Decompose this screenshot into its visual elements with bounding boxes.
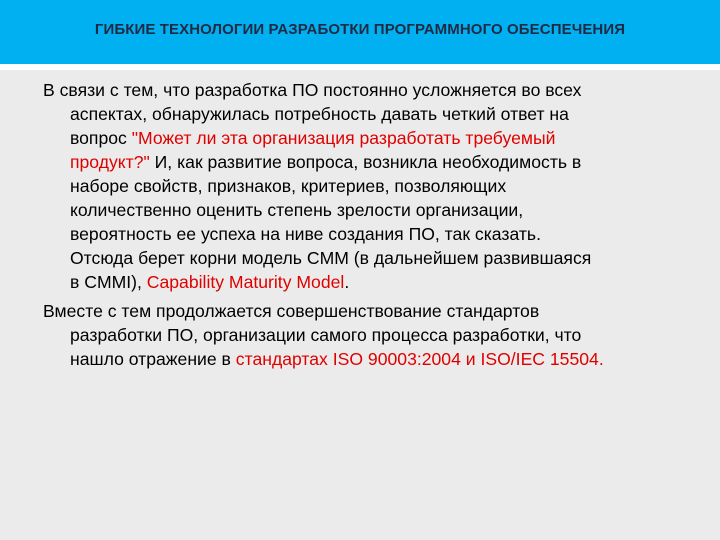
highlighted-model-name: Capability Maturity Model: [146, 272, 345, 292]
header-band: [0, 0, 720, 64]
text-segment: И, как развитие вопроса, возникла необходимость в: [149, 152, 582, 172]
slide-title: ГИБКИЕ ТЕХНОЛОГИИ РАЗРАБОТКИ ПРОГРАММНОГО ОБЕСПЕЧЕНИЯ: [94, 21, 626, 38]
text-line: аспектах, обнаружилась потребность давать четкий ответ на: [70, 104, 569, 124]
paragraph-1: [43, 78, 675, 294]
text-line: количественно оценить степень зрелости организации,: [70, 200, 524, 220]
text-line: [43, 270, 675, 294]
text-line: наборе свойств, признаков, критериев, позволяющих: [70, 176, 507, 196]
text-segment: в CMMI),: [70, 272, 147, 292]
text-line: разработки ПО, организации самого процесса разработки, что: [70, 325, 582, 345]
highlighted-question-end: продукт?": [70, 152, 150, 172]
text-line: Вместе с тем продолжается совершенствование стандартов: [43, 301, 540, 321]
paragraph-2: [43, 299, 683, 371]
highlighted-standards: стандартах ISO 90003:2004 и ISO/IEC 15504.: [235, 349, 604, 369]
text-line: Отсюда берет корни модель CMM (в дальнейшем развившаяся: [70, 248, 592, 268]
text-line: [43, 150, 675, 174]
text-line: [43, 126, 675, 150]
text-line: [43, 347, 683, 371]
text-segment: вопрос: [70, 128, 132, 148]
text-line: В связи с тем, что разработка ПО постоянно усложняется во всех: [43, 80, 582, 100]
text-segment: нашло отражение в: [70, 349, 236, 369]
highlighted-question: "Может ли эта организация разработать требуемый: [131, 128, 556, 148]
text-line: вероятность ее успеха на ниве создания ПО, так сказать.: [70, 224, 541, 244]
text-segment: .: [344, 272, 350, 292]
